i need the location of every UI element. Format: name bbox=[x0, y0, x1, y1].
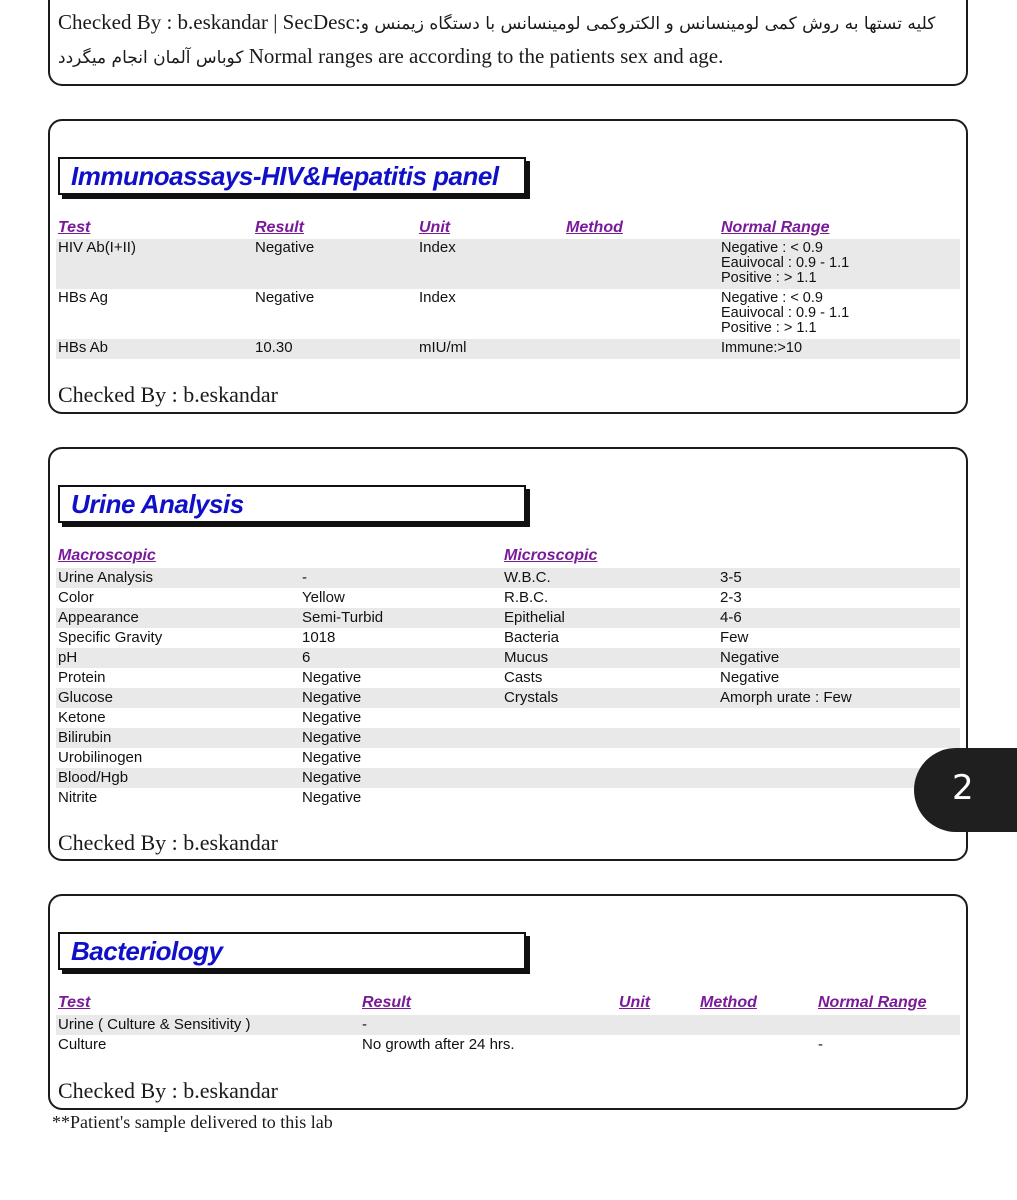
normal-range: - bbox=[818, 1036, 823, 1053]
normal-range-line: Eauivocal : 0.9 - 1.1 bbox=[721, 255, 850, 271]
table-row bbox=[56, 1015, 960, 1035]
macro-test-value: Negative bbox=[302, 689, 362, 706]
top-note-card bbox=[48, 0, 968, 86]
test-unit: Index bbox=[419, 239, 456, 256]
table-row bbox=[56, 568, 960, 588]
micro-test-value: 2-3 bbox=[720, 589, 742, 606]
macro-test-name: Bilirubin bbox=[58, 729, 112, 746]
normal-range-line: Negative : < 0.9 bbox=[721, 290, 823, 306]
bacteriology-section-title bbox=[58, 932, 526, 970]
macro-test-value: - bbox=[302, 569, 307, 586]
table-row bbox=[56, 728, 960, 748]
macro-test-name: Protein bbox=[58, 669, 106, 686]
table-row bbox=[56, 748, 960, 768]
immunoassay-section-title bbox=[58, 157, 526, 195]
page-number-badge bbox=[914, 748, 1017, 832]
table-row bbox=[56, 668, 960, 688]
macro-test-value: Negative bbox=[302, 749, 362, 766]
macro-test-name: Blood/Hgb bbox=[58, 769, 129, 786]
table-row bbox=[56, 628, 960, 648]
normal-range-line: Immune:>10 bbox=[721, 340, 803, 356]
column-header-normal-range: Normal Range bbox=[721, 219, 830, 236]
normal-range-line: Eauivocal : 0.9 - 1.1 bbox=[721, 305, 850, 321]
normal-range bbox=[721, 241, 849, 286]
macro-test-name: Urobilinogen bbox=[58, 749, 143, 766]
test-unit: mIU/ml bbox=[419, 339, 467, 356]
top-note-line-1 bbox=[58, 10, 958, 35]
test-name: HBs Ab bbox=[58, 339, 109, 356]
micro-test-name: R.B.C. bbox=[504, 589, 549, 606]
page-number: 2 bbox=[952, 768, 974, 808]
micro-test-value: Few bbox=[720, 629, 749, 646]
micro-test-name: Crystals bbox=[504, 689, 559, 706]
micro-test-value: 4-6 bbox=[720, 609, 742, 626]
micro-test-name: W.B.C. bbox=[504, 569, 551, 586]
table-row bbox=[56, 339, 960, 359]
test-result: Negative bbox=[255, 239, 315, 256]
normal-range-line: Positive : > 1.1 bbox=[721, 270, 817, 286]
macro-test-value: Negative bbox=[302, 729, 362, 746]
bacteriology-title: Bacteriology bbox=[71, 936, 223, 966]
urine-section-title bbox=[58, 485, 526, 523]
table-row bbox=[56, 648, 960, 668]
top-note-checked-by: Checked By : b.eskandar | SecDesc: bbox=[58, 10, 361, 34]
urine-analysis-card bbox=[48, 447, 968, 861]
table-row bbox=[56, 768, 960, 788]
footnote: **Patient's sample delivered to this lab bbox=[52, 1112, 333, 1132]
macro-test-value: Negative bbox=[302, 669, 362, 686]
test-result: No growth after 24 hrs. bbox=[362, 1036, 515, 1053]
macro-test-value: Yellow bbox=[302, 589, 345, 606]
micro-test-value: 3-5 bbox=[720, 569, 742, 586]
top-note-rtl-text-1: کلیه تستها به روش کمی لومینسانس و الکتروکمی لومینسانس با دستگاه زیمنس و bbox=[360, 14, 936, 34]
checked-by: Checked By : b.eskandar bbox=[58, 830, 278, 855]
test-name: Urine ( Culture & Sensitivity ) bbox=[58, 1016, 251, 1033]
micro-test-value: Negative bbox=[720, 669, 780, 686]
column-header-result: Result bbox=[255, 219, 304, 236]
macro-test-name: Ketone bbox=[58, 709, 106, 726]
macroscopic-header: Macroscopic bbox=[58, 547, 156, 564]
microscopic-header: Microscopic bbox=[504, 547, 598, 564]
table-row bbox=[56, 708, 960, 728]
table-row bbox=[56, 788, 960, 808]
checked-by: Checked By : b.eskandar bbox=[58, 1078, 278, 1103]
column-header-test: Test bbox=[58, 219, 91, 236]
micro-test-name: Casts bbox=[504, 669, 543, 686]
column-header-method: Method bbox=[700, 994, 757, 1011]
table-row bbox=[56, 1035, 960, 1055]
column-header-result: Result bbox=[362, 994, 411, 1011]
test-result: Negative bbox=[255, 289, 315, 306]
macro-test-value: Negative bbox=[302, 789, 362, 806]
immunoassay-card bbox=[48, 119, 968, 414]
column-header-test: Test bbox=[58, 994, 91, 1011]
table-row bbox=[56, 289, 960, 339]
column-header-normal-range: Normal Range bbox=[818, 994, 927, 1011]
test-unit: Index bbox=[419, 289, 456, 306]
column-header-unit: Unit bbox=[619, 994, 651, 1011]
test-name: Culture bbox=[58, 1036, 107, 1053]
macro-test-name: Urine Analysis bbox=[58, 569, 154, 586]
table-row bbox=[56, 239, 960, 289]
urine-title: Urine Analysis bbox=[71, 489, 244, 519]
micro-test-name: Bacteria bbox=[504, 629, 560, 646]
macro-test-value: 6 bbox=[302, 649, 311, 666]
top-note-normal-ranges: Normal ranges are according to the patients sex and age. bbox=[248, 44, 724, 68]
column-header-unit: Unit bbox=[419, 219, 451, 236]
micro-test-value: Amorph urate : Few bbox=[720, 689, 852, 706]
normal-range bbox=[721, 291, 849, 336]
micro-test-value: Negative bbox=[720, 649, 780, 666]
macro-test-value: 1018 bbox=[302, 629, 336, 646]
column-header-method: Method bbox=[566, 219, 623, 236]
immunoassay-title: Immunoassays-HIV&Hepatitis panel bbox=[71, 161, 499, 191]
top-note-rtl-text-2: کوباس آلمان انجام میگردد bbox=[58, 48, 244, 68]
top-note-line-2 bbox=[58, 44, 958, 69]
macro-test-name: Appearance bbox=[58, 609, 139, 626]
normal-range-line: Negative : < 0.9 bbox=[721, 240, 823, 256]
macro-test-name: Color bbox=[58, 589, 94, 606]
macro-test-name: Specific Gravity bbox=[58, 629, 163, 646]
test-name: HIV Ab(I+II) bbox=[58, 239, 136, 256]
normal-range-line: Positive : > 1.1 bbox=[721, 320, 817, 336]
bacteriology-card bbox=[48, 894, 968, 1110]
macro-test-value: Negative bbox=[302, 709, 362, 726]
normal-range bbox=[721, 341, 802, 356]
checked-by: Checked By : b.eskandar bbox=[58, 382, 278, 407]
macro-test-name: Nitrite bbox=[58, 789, 98, 806]
micro-test-name: Epithelial bbox=[504, 609, 565, 626]
micro-test-name: Mucus bbox=[504, 649, 549, 666]
table-row bbox=[56, 688, 960, 708]
table-row bbox=[56, 608, 960, 628]
macro-test-name: Glucose bbox=[58, 689, 114, 706]
macro-test-value: Semi-Turbid bbox=[302, 609, 384, 626]
test-result: - bbox=[362, 1016, 367, 1033]
table-row bbox=[56, 588, 960, 608]
macro-test-value: Negative bbox=[302, 769, 362, 786]
macro-test-name: pH bbox=[58, 649, 78, 666]
test-name: HBs Ag bbox=[58, 289, 109, 306]
test-result: 10.30 bbox=[255, 339, 293, 356]
